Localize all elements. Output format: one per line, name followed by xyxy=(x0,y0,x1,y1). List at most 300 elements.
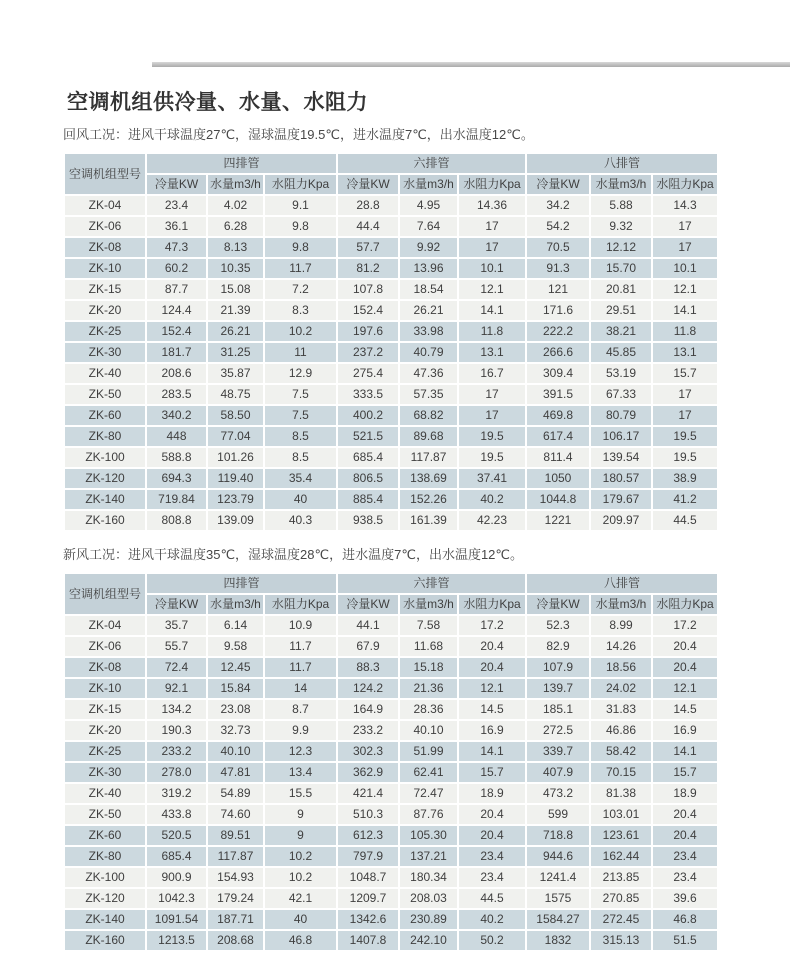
value-cell: 1042.3 xyxy=(147,889,206,908)
table-row xyxy=(65,742,717,761)
value-cell: 20.4 xyxy=(459,637,525,656)
page-title: 空调机组供冷量、水量、水阻力 xyxy=(67,91,368,114)
value-cell: 19.5 xyxy=(459,427,525,446)
table-row xyxy=(65,259,717,278)
value-cell: 11.7 xyxy=(265,259,336,278)
table-row xyxy=(65,385,717,404)
table-row xyxy=(65,931,717,950)
model-cell: ZK-120 xyxy=(65,469,145,488)
table-row xyxy=(65,490,717,509)
value-cell: 89.68 xyxy=(400,427,457,446)
value-cell: 233.2 xyxy=(147,742,206,761)
model-column-header: 空调机组型号 xyxy=(65,574,145,614)
value-cell: 152.26 xyxy=(400,490,457,509)
model-cell: ZK-20 xyxy=(65,721,145,740)
value-cell: 20.4 xyxy=(653,826,717,845)
table-row xyxy=(65,784,717,803)
value-cell: 14.1 xyxy=(459,301,525,320)
pipe-group-header: 六排管 xyxy=(338,574,525,593)
value-cell: 302.3 xyxy=(338,742,398,761)
model-cell: ZK-08 xyxy=(65,238,145,257)
value-cell: 20.4 xyxy=(459,826,525,845)
value-cell: 35.7 xyxy=(147,616,206,635)
value-cell: 15.70 xyxy=(591,259,651,278)
value-cell: 13.96 xyxy=(400,259,457,278)
value-cell: 36.1 xyxy=(147,217,206,236)
value-cell: 811.4 xyxy=(527,448,589,467)
value-cell: 72.4 xyxy=(147,658,206,677)
value-cell: 938.5 xyxy=(338,511,398,530)
value-cell: 6.14 xyxy=(208,616,263,635)
sub-column-header: 冷量KW xyxy=(147,595,206,614)
value-cell: 14.1 xyxy=(653,742,717,761)
value-cell: 152.4 xyxy=(147,322,206,341)
value-cell: 900.9 xyxy=(147,868,206,887)
value-cell: 1407.8 xyxy=(338,931,398,950)
value-cell: 18.9 xyxy=(653,784,717,803)
value-cell: 5.88 xyxy=(591,196,651,215)
value-cell: 179.24 xyxy=(208,889,263,908)
value-cell: 1044.8 xyxy=(527,490,589,509)
value-cell: 180.57 xyxy=(591,469,651,488)
value-cell: 21.36 xyxy=(400,679,457,698)
model-cell: ZK-30 xyxy=(65,763,145,782)
value-cell: 161.39 xyxy=(400,511,457,530)
value-cell: 68.82 xyxy=(400,406,457,425)
value-cell: 10.2 xyxy=(265,847,336,866)
value-cell: 58.42 xyxy=(591,742,651,761)
value-cell: 23.4 xyxy=(459,868,525,887)
table-row xyxy=(65,637,717,656)
value-cell: 12.9 xyxy=(265,364,336,383)
value-cell: 171.6 xyxy=(527,301,589,320)
model-cell: ZK-100 xyxy=(65,448,145,467)
value-cell: 138.69 xyxy=(400,469,457,488)
value-cell: 40.3 xyxy=(265,511,336,530)
value-cell: 278.0 xyxy=(147,763,206,782)
table-row xyxy=(65,322,717,341)
value-cell: 7.2 xyxy=(265,280,336,299)
value-cell: 7.5 xyxy=(265,385,336,404)
value-cell: 12.1 xyxy=(459,280,525,299)
value-cell: 74.60 xyxy=(208,805,263,824)
value-cell: 124.2 xyxy=(338,679,398,698)
value-cell: 70.5 xyxy=(527,238,589,257)
value-cell: 718.8 xyxy=(527,826,589,845)
value-cell: 35.87 xyxy=(208,364,263,383)
model-cell: ZK-60 xyxy=(65,406,145,425)
value-cell: 35.4 xyxy=(265,469,336,488)
value-cell: 48.75 xyxy=(208,385,263,404)
table-row xyxy=(65,868,717,887)
value-cell: 50.2 xyxy=(459,931,525,950)
value-cell: 32.73 xyxy=(208,721,263,740)
value-cell: 103.01 xyxy=(591,805,651,824)
value-cell: 209.97 xyxy=(591,511,651,530)
value-cell: 51.5 xyxy=(653,931,717,950)
model-cell: ZK-10 xyxy=(65,679,145,698)
value-cell: 106.17 xyxy=(591,427,651,446)
model-cell: ZK-50 xyxy=(65,805,145,824)
model-cell: ZK-15 xyxy=(65,700,145,719)
model-cell: ZK-25 xyxy=(65,742,145,761)
value-cell: 20.4 xyxy=(653,637,717,656)
value-cell: 11.8 xyxy=(653,322,717,341)
value-cell: 52.3 xyxy=(527,616,589,635)
value-cell: 520.5 xyxy=(147,826,206,845)
table-row xyxy=(65,238,717,257)
value-cell: 54.89 xyxy=(208,784,263,803)
value-cell: 13.4 xyxy=(265,763,336,782)
value-cell: 20.4 xyxy=(653,658,717,677)
model-cell: ZK-40 xyxy=(65,784,145,803)
table-row xyxy=(65,280,717,299)
table-row xyxy=(65,364,717,383)
value-cell: 107.8 xyxy=(338,280,398,299)
value-cell: 11.7 xyxy=(265,637,336,656)
condition-note-return-air: 回风工况：进风干球温度27℃，湿球温度19.5℃，进水温度7℃，出水温度12℃。 xyxy=(63,127,534,142)
value-cell: 42.23 xyxy=(459,511,525,530)
value-cell: 44.5 xyxy=(653,511,717,530)
value-cell: 57.7 xyxy=(338,238,398,257)
value-cell: 242.10 xyxy=(400,931,457,950)
value-cell: 80.79 xyxy=(591,406,651,425)
model-cell: ZK-40 xyxy=(65,364,145,383)
value-cell: 421.4 xyxy=(338,784,398,803)
value-cell: 46.8 xyxy=(265,931,336,950)
sub-column-header: 水量m3/h xyxy=(591,175,651,194)
value-cell: 14.36 xyxy=(459,196,525,215)
value-cell: 222.2 xyxy=(527,322,589,341)
value-cell: 154.93 xyxy=(208,868,263,887)
table-row xyxy=(65,889,717,908)
value-cell: 19.5 xyxy=(459,448,525,467)
sub-column-header: 冷量KW xyxy=(147,175,206,194)
value-cell: 521.5 xyxy=(338,427,398,446)
value-cell: 14 xyxy=(265,679,336,698)
section-return-air xyxy=(63,126,719,532)
value-cell: 77.04 xyxy=(208,427,263,446)
value-cell: 137.21 xyxy=(400,847,457,866)
value-cell: 44.4 xyxy=(338,217,398,236)
value-cell: 17 xyxy=(653,385,717,404)
sub-column-header: 水量m3/h xyxy=(591,595,651,614)
value-cell: 16.9 xyxy=(459,721,525,740)
value-cell: 31.25 xyxy=(208,343,263,362)
value-cell: 14.26 xyxy=(591,637,651,656)
value-cell: 21.39 xyxy=(208,301,263,320)
sub-column-header: 冷量KW xyxy=(527,595,589,614)
value-cell: 117.87 xyxy=(400,448,457,467)
value-cell: 17 xyxy=(653,217,717,236)
value-cell: 107.9 xyxy=(527,658,589,677)
sub-column-header: 冷量KW xyxy=(527,175,589,194)
value-cell: 10.2 xyxy=(265,868,336,887)
model-cell: ZK-08 xyxy=(65,658,145,677)
value-cell: 1091.54 xyxy=(147,910,206,929)
pipe-group-header: 八排管 xyxy=(527,574,717,593)
model-cell: ZK-06 xyxy=(65,637,145,656)
value-cell: 208.6 xyxy=(147,364,206,383)
value-cell: 11.8 xyxy=(459,322,525,341)
table-row xyxy=(65,763,717,782)
value-cell: 29.51 xyxy=(591,301,651,320)
value-cell: 40.10 xyxy=(400,721,457,740)
value-cell: 139.09 xyxy=(208,511,263,530)
value-cell: 362.9 xyxy=(338,763,398,782)
table-row xyxy=(65,427,717,446)
value-cell: 15.7 xyxy=(653,763,717,782)
value-cell: 9 xyxy=(265,805,336,824)
value-cell: 40 xyxy=(265,910,336,929)
value-cell: 208.68 xyxy=(208,931,263,950)
value-cell: 44.1 xyxy=(338,616,398,635)
value-cell: 139.7 xyxy=(527,679,589,698)
value-cell: 60.2 xyxy=(147,259,206,278)
value-cell: 1048.7 xyxy=(338,868,398,887)
sub-column-header: 冷量KW xyxy=(338,175,398,194)
value-cell: 12.1 xyxy=(653,679,717,698)
value-cell: 47.36 xyxy=(400,364,457,383)
value-cell: 40.2 xyxy=(459,910,525,929)
table-row xyxy=(65,847,717,866)
model-cell: ZK-15 xyxy=(65,280,145,299)
value-cell: 24.02 xyxy=(591,679,651,698)
value-cell: 17 xyxy=(459,406,525,425)
value-cell: 190.3 xyxy=(147,721,206,740)
sub-column-header: 水量m3/h xyxy=(400,595,457,614)
value-cell: 46.86 xyxy=(591,721,651,740)
value-cell: 13.1 xyxy=(459,343,525,362)
value-cell: 51.99 xyxy=(400,742,457,761)
sub-column-header: 水量m3/h xyxy=(208,175,263,194)
value-cell: 44.5 xyxy=(459,889,525,908)
value-cell: 599 xyxy=(527,805,589,824)
value-cell: 152.4 xyxy=(338,301,398,320)
value-cell: 612.3 xyxy=(338,826,398,845)
value-cell: 37.41 xyxy=(459,469,525,488)
value-cell: 20.4 xyxy=(459,805,525,824)
value-cell: 230.89 xyxy=(400,910,457,929)
value-cell: 1342.6 xyxy=(338,910,398,929)
value-cell: 12.1 xyxy=(459,679,525,698)
value-cell: 46.8 xyxy=(653,910,717,929)
table-row xyxy=(65,826,717,845)
value-cell: 123.79 xyxy=(208,490,263,509)
value-cell: 54.2 xyxy=(527,217,589,236)
value-cell: 885.4 xyxy=(338,490,398,509)
model-cell: ZK-120 xyxy=(65,889,145,908)
value-cell: 23.4 xyxy=(653,868,717,887)
model-cell: ZK-10 xyxy=(65,259,145,278)
value-cell: 4.02 xyxy=(208,196,263,215)
value-cell: 58.50 xyxy=(208,406,263,425)
value-cell: 23.4 xyxy=(459,847,525,866)
value-cell: 180.34 xyxy=(400,868,457,887)
value-cell: 1241.4 xyxy=(527,868,589,887)
value-cell: 272.5 xyxy=(527,721,589,740)
value-cell: 10.35 xyxy=(208,259,263,278)
value-cell: 9.58 xyxy=(208,637,263,656)
value-cell: 9.1 xyxy=(265,196,336,215)
value-cell: 797.9 xyxy=(338,847,398,866)
table-row xyxy=(65,448,717,467)
value-cell: 92.1 xyxy=(147,679,206,698)
value-cell: 17 xyxy=(653,406,717,425)
value-cell: 81.2 xyxy=(338,259,398,278)
value-cell: 7.64 xyxy=(400,217,457,236)
value-cell: 34.2 xyxy=(527,196,589,215)
value-cell: 67.9 xyxy=(338,637,398,656)
table-row xyxy=(65,406,717,425)
sub-column-header: 水量m3/h xyxy=(400,175,457,194)
value-cell: 9 xyxy=(265,826,336,845)
value-cell: 23.08 xyxy=(208,700,263,719)
value-cell: 124.4 xyxy=(147,301,206,320)
value-cell: 270.85 xyxy=(591,889,651,908)
value-cell: 87.76 xyxy=(400,805,457,824)
value-cell: 400.2 xyxy=(338,406,398,425)
value-cell: 339.7 xyxy=(527,742,589,761)
value-cell: 272.45 xyxy=(591,910,651,929)
value-cell: 309.4 xyxy=(527,364,589,383)
value-cell: 319.2 xyxy=(147,784,206,803)
value-cell: 17.2 xyxy=(653,616,717,635)
value-cell: 1575 xyxy=(527,889,589,908)
value-cell: 1213.5 xyxy=(147,931,206,950)
value-cell: 55.7 xyxy=(147,637,206,656)
value-cell: 1221 xyxy=(527,511,589,530)
value-cell: 10.1 xyxy=(459,259,525,278)
table-row xyxy=(65,343,717,362)
value-cell: 448 xyxy=(147,427,206,446)
value-cell: 469.8 xyxy=(527,406,589,425)
value-cell: 266.6 xyxy=(527,343,589,362)
value-cell: 20.4 xyxy=(653,805,717,824)
value-cell: 17 xyxy=(459,238,525,257)
value-cell: 10.2 xyxy=(265,322,336,341)
value-cell: 57.35 xyxy=(400,385,457,404)
value-cell: 26.21 xyxy=(208,322,263,341)
model-column-header: 空调机组型号 xyxy=(65,154,145,194)
pipe-group-header: 四排管 xyxy=(147,574,336,593)
value-cell: 1050 xyxy=(527,469,589,488)
value-cell: 694.3 xyxy=(147,469,206,488)
value-cell: 72.47 xyxy=(400,784,457,803)
value-cell: 18.9 xyxy=(459,784,525,803)
value-cell: 14.1 xyxy=(459,742,525,761)
value-cell: 33.98 xyxy=(400,322,457,341)
value-cell: 13.1 xyxy=(653,343,717,362)
model-cell: ZK-50 xyxy=(65,385,145,404)
value-cell: 40.79 xyxy=(400,343,457,362)
value-cell: 47.3 xyxy=(147,238,206,257)
value-cell: 15.18 xyxy=(400,658,457,677)
value-cell: 15.08 xyxy=(208,280,263,299)
value-cell: 407.9 xyxy=(527,763,589,782)
value-cell: 187.71 xyxy=(208,910,263,929)
table-row xyxy=(65,658,717,677)
value-cell: 473.2 xyxy=(527,784,589,803)
value-cell: 42.1 xyxy=(265,889,336,908)
value-cell: 123.61 xyxy=(591,826,651,845)
sub-column-header: 水阻力Kpa xyxy=(459,175,525,194)
value-cell: 179.67 xyxy=(591,490,651,509)
value-cell: 197.6 xyxy=(338,322,398,341)
model-cell: ZK-80 xyxy=(65,427,145,446)
value-cell: 162.44 xyxy=(591,847,651,866)
value-cell: 117.87 xyxy=(208,847,263,866)
value-cell: 17 xyxy=(459,385,525,404)
sub-column-header: 水量m3/h xyxy=(208,595,263,614)
value-cell: 18.56 xyxy=(591,658,651,677)
value-cell: 15.5 xyxy=(265,784,336,803)
model-cell: ZK-04 xyxy=(65,616,145,635)
value-cell: 28.36 xyxy=(400,700,457,719)
value-cell: 333.5 xyxy=(338,385,398,404)
value-cell: 12.12 xyxy=(591,238,651,257)
value-cell: 181.7 xyxy=(147,343,206,362)
value-cell: 4.95 xyxy=(400,196,457,215)
model-cell: ZK-06 xyxy=(65,217,145,236)
spec-table-fresh-air xyxy=(63,572,719,952)
value-cell: 11.68 xyxy=(400,637,457,656)
value-cell: 1209.7 xyxy=(338,889,398,908)
value-cell: 8.3 xyxy=(265,301,336,320)
value-cell: 14.3 xyxy=(653,196,717,215)
pipe-group-header: 四排管 xyxy=(147,154,336,173)
value-cell: 185.1 xyxy=(527,700,589,719)
value-cell: 88.3 xyxy=(338,658,398,677)
value-cell: 275.4 xyxy=(338,364,398,383)
pipe-group-header: 六排管 xyxy=(338,154,525,173)
value-cell: 12.1 xyxy=(653,280,717,299)
value-cell: 53.19 xyxy=(591,364,651,383)
value-cell: 617.4 xyxy=(527,427,589,446)
sub-column-header: 水阻力Kpa xyxy=(459,595,525,614)
value-cell: 67.33 xyxy=(591,385,651,404)
value-cell: 685.4 xyxy=(338,448,398,467)
pipe-group-header: 八排管 xyxy=(527,154,717,173)
model-cell: ZK-30 xyxy=(65,343,145,362)
value-cell: 8.7 xyxy=(265,700,336,719)
model-cell: ZK-25 xyxy=(65,322,145,341)
table-row xyxy=(65,469,717,488)
top-divider xyxy=(152,62,790,67)
value-cell: 15.84 xyxy=(208,679,263,698)
value-cell: 40.10 xyxy=(208,742,263,761)
value-cell: 38.9 xyxy=(653,469,717,488)
value-cell: 588.8 xyxy=(147,448,206,467)
value-cell: 433.8 xyxy=(147,805,206,824)
value-cell: 208.03 xyxy=(400,889,457,908)
value-cell: 40.2 xyxy=(459,490,525,509)
value-cell: 7.58 xyxy=(400,616,457,635)
table-row xyxy=(65,910,717,929)
table-row xyxy=(65,511,717,530)
value-cell: 11 xyxy=(265,343,336,362)
value-cell: 283.5 xyxy=(147,385,206,404)
value-cell: 28.8 xyxy=(338,196,398,215)
model-cell: ZK-100 xyxy=(65,868,145,887)
table-row xyxy=(65,196,717,215)
value-cell: 20.4 xyxy=(459,658,525,677)
table-row xyxy=(65,721,717,740)
value-cell: 213.85 xyxy=(591,868,651,887)
table-row xyxy=(65,301,717,320)
spec-table-return-air xyxy=(63,152,719,532)
section-fresh-air xyxy=(63,546,719,952)
